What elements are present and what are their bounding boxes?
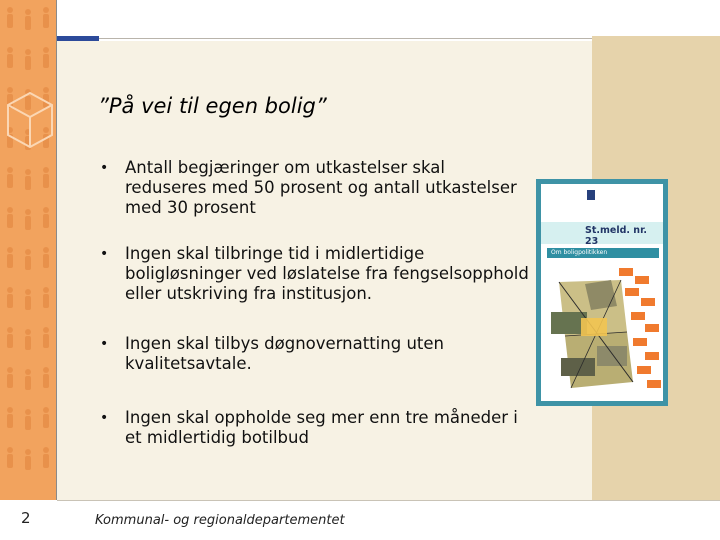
report-cover-page xyxy=(541,184,663,401)
cover-report-number: St.meld. nr. 23 xyxy=(585,225,648,247)
footer-rule xyxy=(57,500,720,501)
footer-department: Kommunal- og regionaldepartementet xyxy=(95,513,345,528)
bullet-item: • Ingen skal tilbringe tid i midlertidige boligløsninger ved løslatelse fra fengselsopphold eller utskriving fra institusjon. xyxy=(100,244,530,304)
bullet-item: • Antall begjæringer om utkastelser skal reduseres med 50 prosent og antall utkastelser med 30 prosent xyxy=(100,158,530,218)
cover-subtitle: Om boligpolitikken xyxy=(551,249,608,256)
decorative-side-strip xyxy=(0,0,56,540)
bullet-item: • Ingen skal tilbys døgnovernatting uten kvalitetsavtale. xyxy=(100,334,530,374)
bullet-list xyxy=(100,158,530,448)
slide-title: ”På vei til egen bolig” xyxy=(98,94,327,118)
header-area xyxy=(57,0,720,36)
cover-subtitle-bar xyxy=(547,248,659,258)
bullet-item: • Ingen skal oppholde seg mer enn tre måneder i et midlertidig botilbud xyxy=(100,408,530,448)
cover-illustration xyxy=(541,262,663,401)
government-crest-icon xyxy=(587,190,595,200)
cover-header xyxy=(541,184,663,220)
report-cover-image xyxy=(536,179,668,406)
page-number: 2 xyxy=(21,509,31,527)
people-pattern-icon xyxy=(0,0,56,500)
